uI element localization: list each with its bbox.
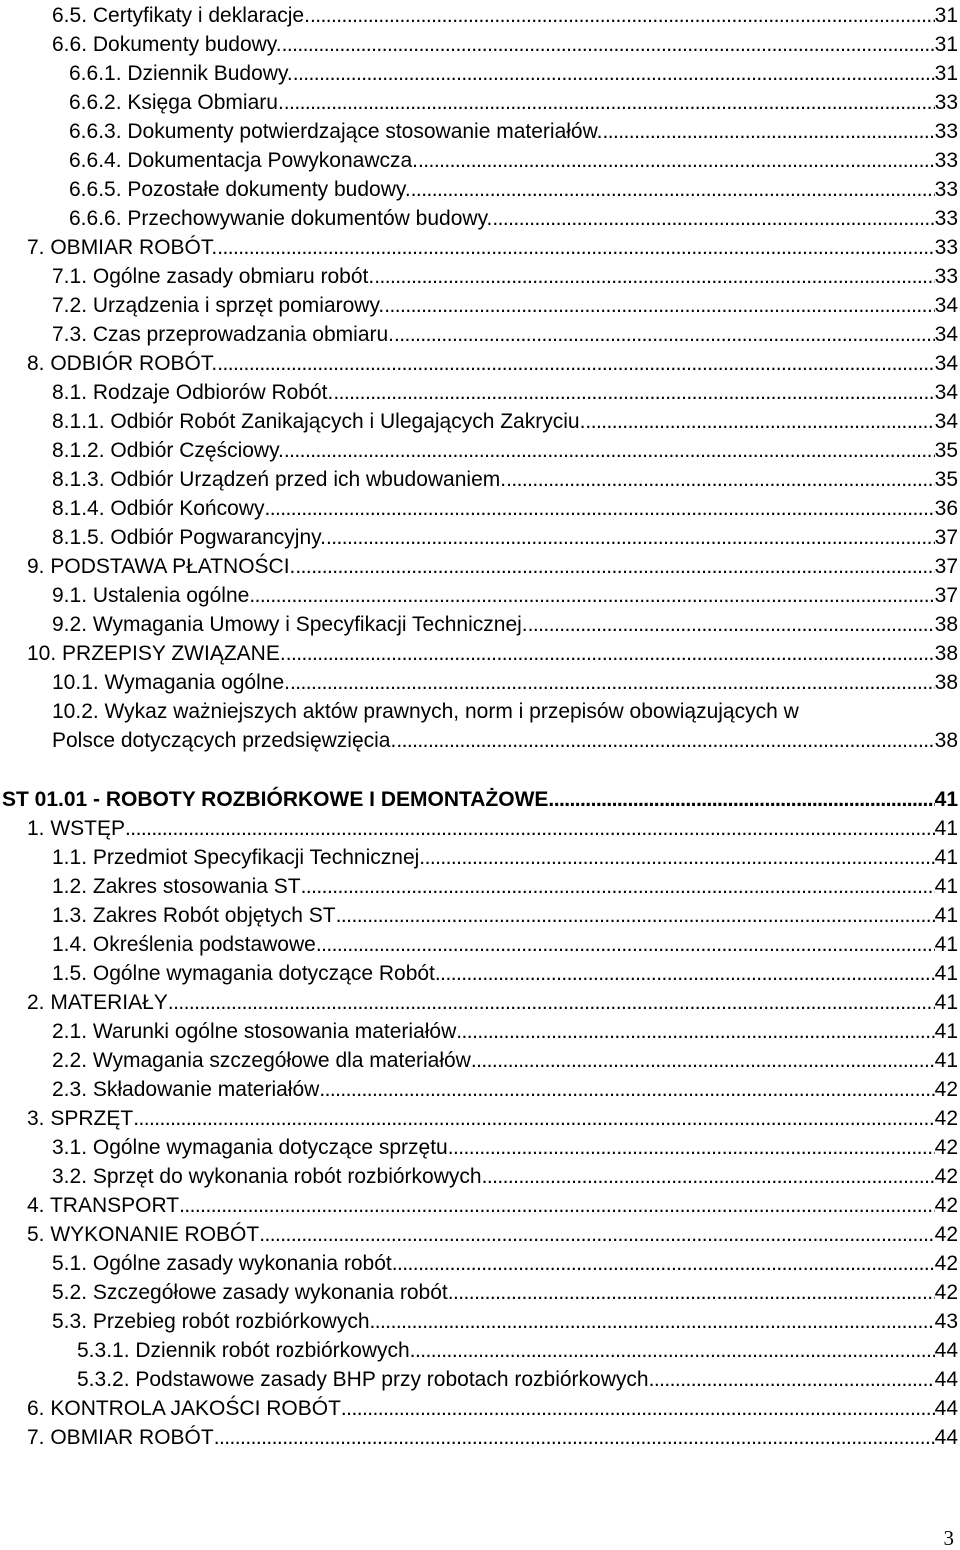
toc-dot-leader xyxy=(374,263,934,291)
toc-entry-title: ST 01.01 - ROBOTY ROZBIÓRKOWE I DEMONTAŻOWE xyxy=(2,788,549,811)
toc-dot-leader xyxy=(448,1134,935,1162)
toc-entry-title: 5.3. Przebieg robót rozbiórkowych xyxy=(52,1310,370,1333)
toc-entry-title: 7.1. Ogólne zasady obmiaru robót. xyxy=(52,265,375,288)
toc-page-number: 37 xyxy=(934,584,958,607)
toc-dot-leader xyxy=(217,234,934,262)
toc-dot-leader xyxy=(456,1018,934,1046)
toc-dot-leader xyxy=(217,350,934,378)
toc-entry-title: 10.1. Wymagania ogólne. xyxy=(52,671,290,694)
toc-entry-title: 6.6.1. Dziennik Budowy. xyxy=(69,62,293,85)
toc-page-number: 33 xyxy=(934,149,958,172)
toc-entry-title: 8.1.4. Odbiór Końcowy xyxy=(52,497,265,520)
toc-entry-title: 1. WSTĘP xyxy=(27,817,126,840)
toc-entry-title: 8.1.1. Odbiór Robót Zanikających i Ulegających Zakryciu. xyxy=(52,410,586,433)
toc-dot-leader xyxy=(396,727,934,755)
toc-page-number: 41 xyxy=(934,962,958,985)
toc-dot-leader xyxy=(548,786,934,814)
toc-dot-leader xyxy=(471,1047,935,1075)
toc-entry[interactable] xyxy=(0,1366,960,1394)
toc-entry[interactable] xyxy=(0,2,960,30)
toc-entry-title: 3.2. Sprzęt do wykonania robót rozbiórkowych xyxy=(52,1165,482,1188)
toc-page-number: 31 xyxy=(934,62,958,85)
toc-page-number: 38 xyxy=(934,642,958,665)
toc-dot-leader xyxy=(282,31,935,59)
toc-entry[interactable] xyxy=(0,611,960,639)
toc-dot-leader xyxy=(301,873,935,901)
toc-page-number: 38 xyxy=(934,613,958,636)
toc-dot-leader xyxy=(259,1221,934,1249)
toc-page-number: 42 xyxy=(934,1194,958,1217)
toc-entry-title: 10.2. Wykaz ważniejszych aktów prawnych, norm i przepisów obowiązujących w xyxy=(52,700,799,723)
toc-page-number: 42 xyxy=(934,1252,958,1275)
toc-page-number: 35 xyxy=(934,468,958,491)
toc-entry[interactable] xyxy=(0,1337,960,1365)
toc-entry-title: 6. KONTROLA JAKOŚCI ROBÓT xyxy=(27,1397,341,1420)
toc-entry[interactable] xyxy=(0,379,960,407)
toc-entry[interactable] xyxy=(0,844,960,872)
toc-entry-title: 6.5. Certyfikaty i deklaracje. xyxy=(52,4,310,27)
toc-entry-title: 8. ODBIÓR ROBÓT. xyxy=(27,352,218,375)
toc-entry-title: 8.1.2. Odbiór Częściowy. xyxy=(52,439,284,462)
toc-entry-title: 9.2. Wymagania Umowy i Specyfikacji Technicznej. xyxy=(52,613,528,636)
toc-entry-title: 7.2. Urządzenia i sprzęt pomiarowy. xyxy=(52,294,385,317)
toc-entry[interactable] xyxy=(0,31,960,59)
toc-page-number: 41 xyxy=(934,1020,958,1043)
toc-page-number: 44 xyxy=(934,1426,958,1449)
toc-page-number: 37 xyxy=(934,526,958,549)
toc-page-number: 41 xyxy=(934,1049,958,1072)
toc-page-number: 42 xyxy=(934,1223,958,1246)
toc-entry-title: 6.6.3. Dokumenty potwierdzające stosowanie materiałów. xyxy=(69,120,603,143)
toc-entry-title: 4. TRANSPORT xyxy=(27,1194,180,1217)
toc-dot-leader xyxy=(333,379,934,407)
toc-page-number: 41 xyxy=(934,788,958,811)
toc-entry[interactable] xyxy=(0,989,960,1017)
toc-entry[interactable] xyxy=(0,292,960,320)
toc-entry[interactable] xyxy=(0,408,960,436)
toc-entry[interactable] xyxy=(0,147,960,175)
toc-entry-title: 5.3.1. Dziennik robót rozbiórkowych xyxy=(77,1339,410,1362)
toc-page-number: 34 xyxy=(934,323,958,346)
toc-dot-leader xyxy=(506,466,935,494)
toc-entry-title: 6.6.2. Księga Obmiaru. xyxy=(69,91,284,114)
toc-entry-title: 1.1. Przedmiot Specyfikacji Technicznej xyxy=(52,846,420,869)
toc-page-number: 34 xyxy=(934,410,958,433)
toc-page-number: 44 xyxy=(934,1368,958,1391)
toc-entry[interactable] xyxy=(0,698,960,726)
toc-entry[interactable] xyxy=(0,1018,960,1046)
toc-page-number: 33 xyxy=(934,91,958,114)
toc-entry[interactable] xyxy=(0,1250,960,1278)
toc-dot-leader xyxy=(649,1366,935,1394)
toc-dot-leader xyxy=(448,1279,935,1307)
toc-page-number: 42 xyxy=(934,1107,958,1130)
toc-page-number: 33 xyxy=(934,207,958,230)
toc-dot-leader xyxy=(336,902,935,930)
toc-page-number: 41 xyxy=(934,904,958,927)
toc-dot-leader xyxy=(341,1395,935,1423)
toc-entry-title: 10. PRZEPISY ZWIĄZANE. xyxy=(27,642,286,665)
toc-dot-leader xyxy=(410,1337,935,1365)
toc-entry-title: 9.1. Ustalenia ogólne xyxy=(52,584,250,607)
toc-entry[interactable] xyxy=(0,1221,960,1249)
toc-dot-leader xyxy=(125,815,935,843)
toc-page-number: 35 xyxy=(934,439,958,462)
toc-entry[interactable] xyxy=(0,524,960,552)
toc-dot-leader xyxy=(179,1192,935,1220)
toc-page-number: 42 xyxy=(934,1165,958,1188)
toc-dot-leader xyxy=(384,292,934,320)
toc-entry-title: 5.1. Ogólne zasady wykonania robót xyxy=(52,1252,392,1275)
toc-page-number: 33 xyxy=(934,178,958,201)
toc-entry-title: 3.1. Ogólne wymagania dotyczące sprzętu xyxy=(52,1136,448,1159)
toc-entry[interactable] xyxy=(0,1105,960,1133)
toc-dot-leader xyxy=(264,495,934,523)
toc-page-number: 44 xyxy=(934,1397,958,1420)
toc-dot-leader xyxy=(394,321,935,349)
toc-entry[interactable] xyxy=(0,495,960,523)
toc-page-number: 42 xyxy=(934,1078,958,1101)
toc-entry[interactable] xyxy=(0,669,960,697)
toc-dot-leader xyxy=(418,147,935,175)
toc-dot-leader xyxy=(293,60,935,88)
toc-page-number: 38 xyxy=(934,729,958,752)
toc-entry-title: 1.3. Zakres Robót objętych ST xyxy=(52,904,336,927)
toc-entry-title: 6.6.5. Pozostałe dokumenty budowy. xyxy=(69,178,411,201)
toc-entry[interactable] xyxy=(0,902,960,930)
toc-entry-title: 7. OBMIAR ROBÓT. xyxy=(27,236,218,259)
toc-page-number: 34 xyxy=(934,294,958,317)
toc-dot-leader xyxy=(392,1250,935,1278)
toc-dot-leader xyxy=(528,611,935,639)
toc-dot-leader xyxy=(319,1076,934,1104)
toc-entry-title: 2.3. Składowanie materiałów xyxy=(52,1078,320,1101)
toc-page-number: 31 xyxy=(934,4,958,27)
toc-entry[interactable] xyxy=(0,1163,960,1191)
toc-entry[interactable] xyxy=(0,931,960,959)
toc-entry[interactable] xyxy=(0,1076,960,1104)
toc-dot-leader xyxy=(435,960,935,988)
toc-page-number: 37 xyxy=(934,555,958,578)
toc-entry[interactable] xyxy=(0,1308,960,1336)
toc-page-number: 33 xyxy=(934,265,958,288)
page-number: 3 xyxy=(943,1526,954,1550)
toc-entry[interactable] xyxy=(0,1279,960,1307)
toc-entry-title: 7. OBMIAR ROBÓT xyxy=(27,1426,214,1449)
toc-entry[interactable] xyxy=(0,89,960,117)
toc-entry-title: 6.6.4. Dokumentacja Powykonawcza. xyxy=(69,149,419,172)
toc-entry[interactable] xyxy=(0,263,960,291)
toc-dot-leader xyxy=(284,437,935,465)
toc-entry[interactable] xyxy=(0,321,960,349)
toc-entry[interactable] xyxy=(0,176,960,204)
toc-entry[interactable] xyxy=(0,873,960,901)
toc-entry[interactable] xyxy=(0,553,960,581)
toc-entry-title: 8.1.5. Odbiór Pogwarancyjny. xyxy=(52,526,326,549)
toc-entry-title: 7.3. Czas przeprowadzania obmiaru. xyxy=(52,323,395,346)
toc-entry[interactable] xyxy=(0,205,960,233)
toc-page-number: 38 xyxy=(934,671,958,694)
toc-page-number: 41 xyxy=(934,846,958,869)
toc-dot-leader xyxy=(326,524,935,552)
toc-entry-title: 6.6. Dokumenty budowy. xyxy=(52,33,282,56)
toc-entry-title: 2.2. Wymagania szczegółowe dla materiałów xyxy=(52,1049,471,1072)
toc-entry[interactable] xyxy=(0,727,960,755)
toc-dot-leader xyxy=(316,931,935,959)
toc-entry-title: 5.2. Szczegółowe zasady wykonania robót xyxy=(52,1281,448,1304)
toc-entry-title: 9. PODSTAWA PŁATNOŚCI. xyxy=(27,555,296,578)
toc-page-number: 44 xyxy=(934,1339,958,1362)
toc-entry[interactable] xyxy=(0,1192,960,1220)
toc-dot-leader xyxy=(133,1105,934,1133)
toc-entry[interactable] xyxy=(0,350,960,378)
toc-page-number: 41 xyxy=(934,875,958,898)
toc-dot-leader xyxy=(411,176,935,204)
toc-entry[interactable] xyxy=(0,786,960,814)
toc-entry[interactable] xyxy=(0,1395,960,1423)
toc-page-number: 42 xyxy=(934,1281,958,1304)
toc-dot-leader xyxy=(286,640,935,668)
toc-dot-leader xyxy=(310,2,935,30)
toc-entry[interactable] xyxy=(0,118,960,146)
toc-dot-leader xyxy=(585,408,934,436)
toc-entry-title: 5.3.2. Podstawowe zasady BHP przy robotach rozbiórkowych xyxy=(77,1368,649,1391)
toc-entry-title: 1.4. Określenia podstawowe xyxy=(52,933,316,956)
toc-entry-title: 3. SPRZĘT xyxy=(27,1107,134,1130)
toc-entry[interactable] xyxy=(0,815,960,843)
toc-entry[interactable] xyxy=(0,582,960,610)
toc-page-number: 36 xyxy=(934,497,958,520)
toc-dot-leader xyxy=(602,118,934,146)
toc-dot-leader xyxy=(249,582,934,610)
toc-page-number: 33 xyxy=(934,236,958,259)
toc-dot-leader xyxy=(290,669,935,697)
toc-entry[interactable] xyxy=(0,466,960,494)
toc-entry-title: 5. WYKONANIE ROBÓT xyxy=(27,1223,260,1246)
toc-entry[interactable] xyxy=(0,60,960,88)
toc-dot-leader xyxy=(492,205,934,233)
toc-page-number: 42 xyxy=(934,1136,958,1159)
toc-dot-leader xyxy=(370,1308,935,1336)
toc-dot-leader xyxy=(168,989,935,1017)
toc-entry-title: Polsce dotyczących przedsięwzięcia. xyxy=(52,729,397,752)
toc-entry-title: 8.1.3. Odbiór Urządzeń przed ich wbudowaniem. xyxy=(52,468,507,491)
toc-dot-leader xyxy=(482,1163,935,1191)
toc-entry[interactable] xyxy=(0,234,960,262)
toc-entry[interactable] xyxy=(0,1047,960,1075)
toc-entry-title: 6.6.6. Przechowywanie dokumentów budowy. xyxy=(69,207,493,230)
toc-page-number: 34 xyxy=(934,381,958,404)
toc-page-number: 41 xyxy=(934,991,958,1014)
toc-entry[interactable] xyxy=(0,960,960,988)
toc-page-number: 33 xyxy=(934,120,958,143)
toc-page-number: 34 xyxy=(934,352,958,375)
toc-page-number: 41 xyxy=(934,817,958,840)
toc-entry[interactable] xyxy=(0,437,960,465)
toc-page-number: 41 xyxy=(934,933,958,956)
toc-entry-title: 2.1. Warunki ogólne stosowania materiałów xyxy=(52,1020,457,1043)
toc-dot-leader xyxy=(419,844,934,872)
toc-entry-title: 2. MATERIAŁY xyxy=(27,991,168,1014)
toc-page-number: 31 xyxy=(934,33,958,56)
toc-entry-title: 1.5. Ogólne wymagania dotyczące Robót xyxy=(52,962,435,985)
toc-entry-title: 8.1. Rodzaje Odbiorów Robót. xyxy=(52,381,334,404)
toc-entry[interactable] xyxy=(0,1134,960,1162)
toc-dot-leader xyxy=(214,1424,935,1452)
toc-entry-title: 1.2. Zakres stosowania ST xyxy=(52,875,301,898)
toc-entry[interactable] xyxy=(0,640,960,668)
toc-dot-leader xyxy=(284,89,935,117)
toc-dot-leader xyxy=(295,553,934,581)
toc-page-number: 43 xyxy=(934,1310,958,1333)
toc-entry[interactable] xyxy=(0,1424,960,1452)
